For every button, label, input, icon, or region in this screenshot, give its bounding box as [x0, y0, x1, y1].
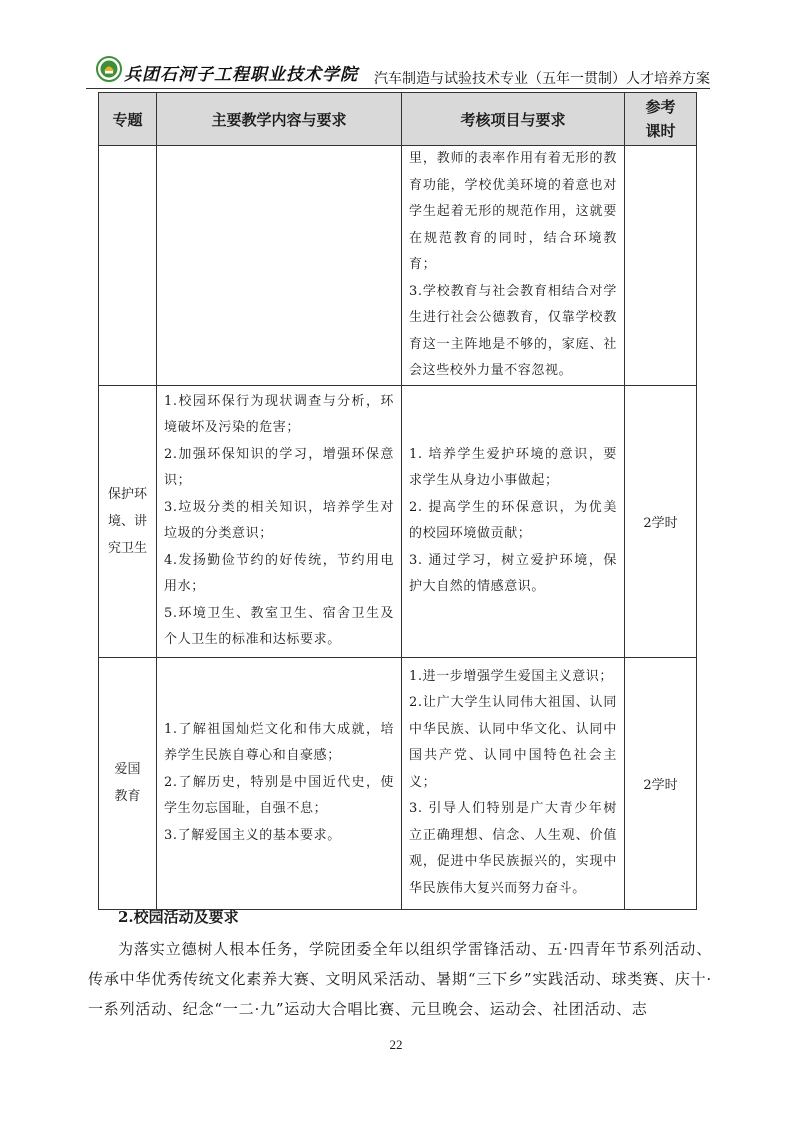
- content-cell: 1.了解祖国灿烂文化和伟大成就，培养学生民族自尊心和自豪感； 2.了解历史，特别是中国近代史，使学生勿忘国耻，自强不息； 3.了解爱国主义的基本要求。: [157, 657, 402, 909]
- assessment-cell: 1.进一步增强学生爱国主义意识； 2.让广大学生认同伟大祖国、认同中华民族、认同中华文化、认同中国共产党、认同中国特色社会主义； 3. 引导人们特别是广大青少年树立正确理想、信念、人生观、价值观，促进中华民族振兴的，实现中华民族伟大复兴而努力奋斗。: [402, 657, 625, 909]
- header-topic: 专题: [99, 93, 157, 146]
- topic-cell: 保护环 境、讲 究卫生: [99, 385, 157, 657]
- school-name: 兵团石河子工程职业技术学院: [124, 65, 358, 85]
- hours-cell: [625, 146, 697, 386]
- header-content: 主要教学内容与要求: [157, 93, 402, 146]
- table-row: [99, 146, 697, 386]
- table-row: [99, 385, 697, 657]
- section-paragraph: 为落实立德树人根本任务，学院团委全年以组织学雷锋活动、五·四青年节系列活动、传承中华优秀传统文化素养大赛、文明风采活动、暑期“三下乡”实践活动、球类赛、庆十·一系列活动、纪念“一二·九”运动大合唱比赛、元旦晚会、运动会、社团活动、志: [88, 940, 712, 1018]
- page-number: 22: [389, 1037, 403, 1052]
- table-row: [99, 657, 697, 909]
- header-hours: 参考 课时: [625, 93, 697, 146]
- school-logo-icon: [96, 56, 122, 82]
- program-title: 汽车制造与试验技术专业（五年一贯制）人才培养方案: [374, 71, 710, 87]
- header-rule: [86, 88, 710, 89]
- topic-cell: 爱国 教育: [99, 657, 157, 909]
- header-assessment: 考核项目与要求: [402, 93, 625, 146]
- table-header-row: [99, 93, 697, 146]
- hours-cell: 2学时: [625, 657, 697, 909]
- page-header: [96, 52, 710, 88]
- hours-cell: 2学时: [625, 385, 697, 657]
- content-cell: 1.校园环保行为现状调查与分析，环境破坏及污染的危害； 2.加强环保知识的学习，增强环保意识； 3.垃圾分类的相关知识，培养学生对垃圾的分类意识； 4.发扬勤俭节约的好传统，节约用电用水； 5.环境卫生、教室卫生、宿舍卫生及个人卫生的标准和达标要求。: [157, 385, 402, 657]
- content-cell: [157, 146, 402, 386]
- assessment-cell: 1. 培养学生爱护环境的意识，要求学生从身边小事做起； 2. 提高学生的环保意识，为优美的校园环境做贡献； 3. 通过学习，树立爱护环境，保护大自然的情感意识。: [402, 385, 625, 657]
- topic-cell: [99, 146, 157, 386]
- assessment-cell: 里，教师的表率作用有着无形的教育功能，学校优美环境的着意也对学生起着无形的规范作用，这就要在规范教育的同时，结合环境教育； 3.学校教育与社会教育相结合对学生进行社会公德教育，仅靠学校教育这一主阵地是不够的，家庭、社会这些校外力量不容忽视。: [402, 146, 625, 386]
- curriculum-table: [98, 92, 697, 910]
- section-title: 2.校园活动及要求: [118, 908, 239, 926]
